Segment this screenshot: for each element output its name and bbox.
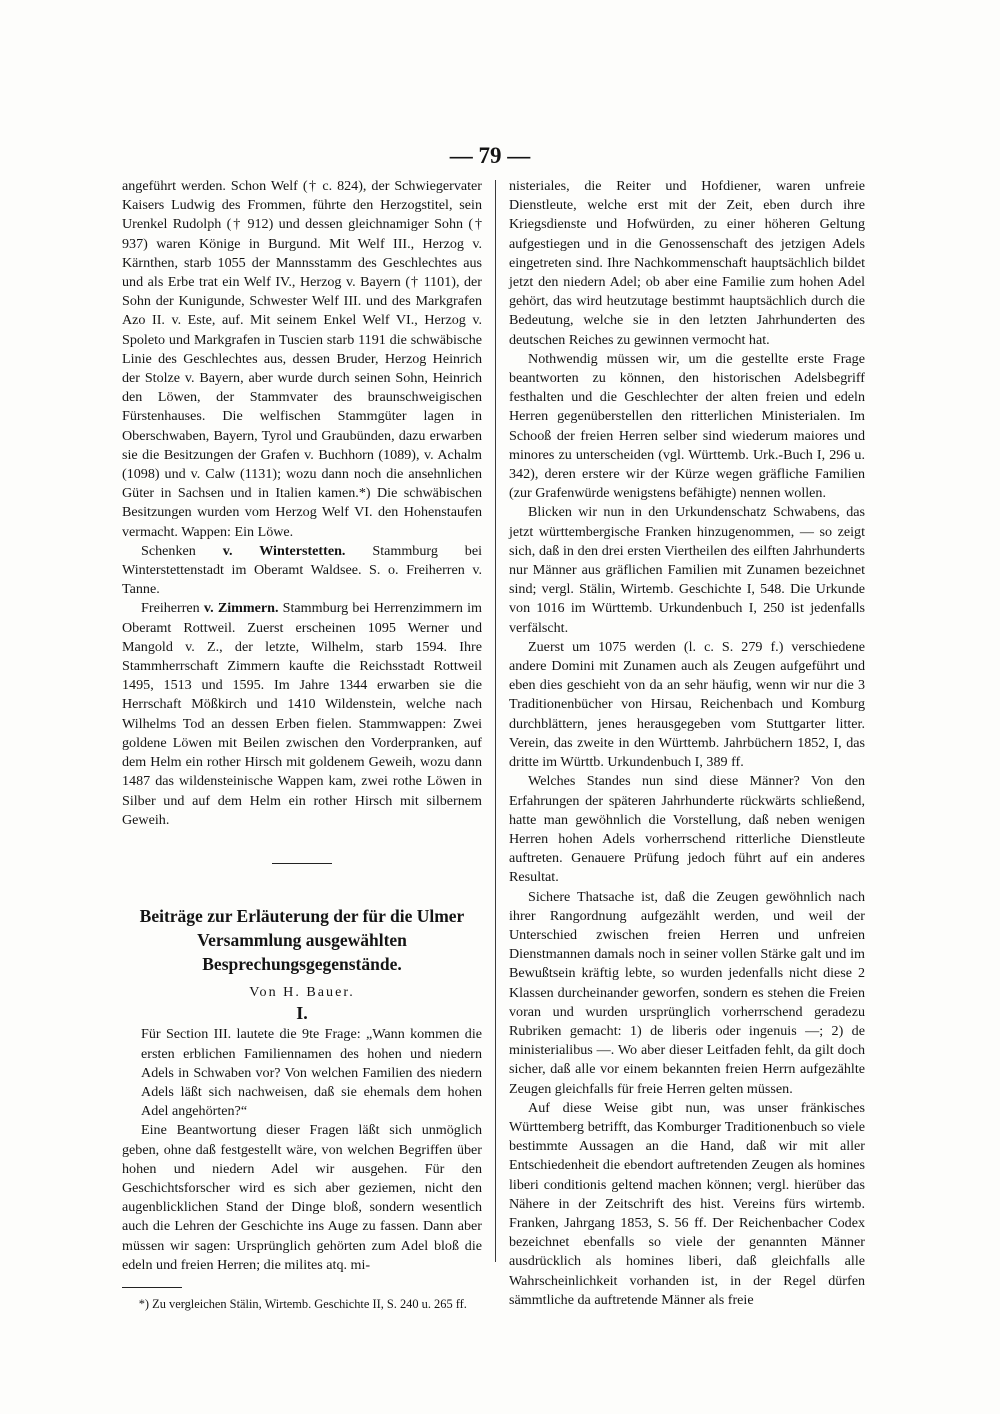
left-column <box>122 177 482 1312</box>
entry-zimmern <box>122 599 482 829</box>
right-paragraph-2: Nothwendig müssen wir, um die gestellte erste Frage beantworten zu können, den historischen Adelsbegriff festhalten und die Geschlechter der alten freien und edeln Herren gegenüberstellen den ritterlichen Ministerialen. Im Schooß der freien Herren selber sind wiederum maiores und minores zu unterscheiden (vgl. Württemb. Urk.-Buch I, 296 u. 342), deren erstere wir der Kürze wegen gräfliche Familien (zur Grafenwürde wenigstens befähigte) nennen wollen. <box>509 350 865 502</box>
section-divider <box>272 863 332 864</box>
footnote-divider <box>122 1287 182 1288</box>
right-paragraph-7: Auf diese Weise gibt nun, was unser fränkisches Württemberg betrifft, das Komburger Traditionenbuch so viele bestimmte Aussagen an die Hand, daß wir mit aller Entschiedenheit die ebendort auftretenden Zeugen als homines liberi conditionis geltend machen können; vergl. hierüber das Nähere in der Zeitschrift des hist. Vereins fürs wirtemb. Franken, Jahrgang 1853, S. 56 ff. Der Reichenbacher Codex bezeichnet ebenfalls so viele der genannten Männer ausdrücklich als homines liberi, daß gleichfalls alle Wahrscheinlichkeit vorhanden ist, in der Regel dürfen sämmtliche da auftretende Männer als freie <box>509 1099 865 1308</box>
right-paragraph-1: nisteriales, die Reiter und Hofdiener, waren unfreie Dienstleute, welche erst mit der Zeit, eben durch ihre Kriegsdienste und Hofwürden, zu einer höheren Geltung aufgestiegen und in die Genossenschaft des jetzigen Adels eingetreten sind. Ihre Nachkommenschaft hauptsächlich bildet jetzt den niedern Adel; ob aber eine Familie zum hohen Adel gehört, das wird heutzutage bestimmt hauptsächlich durch die Bedeutung, welche sie in den letzten Jahrhunderten des deutschen Reiches zu gewinnen vermocht hat. <box>509 178 865 348</box>
entry-text: Stammburg bei Winterstettenstadt im Oberamt Waldsee. S. o. Freiherren v. Tanne. <box>122 542 482 598</box>
footnote: *) Zu vergleichen Stälin, Wirtemb. Geschichte II, S. 240 u. 265 ff. <box>138 1296 467 1311</box>
entry-prefix: Freiherren <box>141 600 204 617</box>
entry-name: v. Winterstetten. <box>222 542 346 559</box>
left-paragraph-1: angeführt werden. Schon Welf († c. 824), der Schwiegervater Kaisers Ludwig des Frommen, führte den Herzogstitel, sein Urenkel Rudolph († 912) und dessen gleichnamiger Sohn († 937) waren Könige in Burgund. Mit Welf III., Herzog v. Kärnthen, starb 1055 der Mannsstamm des Geschlechtes aus und als Erbe trat ein Welf IV., Herzog v. Bayern († 1101), der Sohn der Kunigunde, Schwester Welf III. und des Markgrafen Azo II. v. Este, auf. Mit seinem Enkel Welf VI., Herzog v. Spoleto und Markgrafen in Tuscien starb 1191 die schwäbische Linie des Geschlechtes aus, dessen Bruder, Herzog Heinrich der Stolze v. Bayern, aber wurde durch seinen Sohn, Heinrich den Löwen, der Stammvater des braunschweigischen Fürstenhauses. Die welfischen Stammgüter lagen in Oberschwaben, Bayern, Tyrol und Graubünden, dazu erwarben sie die Besitzungen der Grafen v. Buchhorn (1089), v. Achalm (1098) und v. Calw (1131); wozu dann noch die ansehnlichen Güter in Sachsen und in Italien kamen.*) Die schwäbischen Besitzungen wurden vom Herzog Welf VI. den Hohenstaufen vermacht. Wappen: Ein Löwe. <box>122 178 482 540</box>
page-number: — 79 — <box>449 143 531 168</box>
right-paragraph-4: Zuerst um 1075 werden (l. c. S. 279 f.) verschiedene andere Domini mit Zunamen auch als Zeugen aufgeführt und eben dies geschieht von da an sehr häufig, wenn wir nur die 3 Traditionenbücher von Hirsau, Reichenbach und Komburg durchblättern, jenes herausgegeben vom Stuttgarter litter. Verein, das zweite in den Württemb. Jahrbüchern 1852, I, das dritte im Württb. Urkundenbuch I, 389 ff. <box>509 638 865 771</box>
entry-winterstetten <box>122 542 482 600</box>
article-title: Beiträge zur Erläuterung der für die Ulmer Versammlung ausgewählten Besprechungsgegenstände. <box>139 905 465 974</box>
article-paragraph: Eine Beantwortung dieser Fragen läßt sich unmöglich geben, ohne daß festgestellt wäre, von welchen Begriffen über hohen und niedern Adel wir ausgehen. Für den Geschichtsforscher wird es sich aber geziemen, nicht den augenblicklichen Stand der Dinge bloß, sondern wesentlich auch die Lehren der Geschichte ins Auge zu fassen. Dann aber müssen wir sagen: Ursprünglich gehörten zum Adel bloß die edeln und freien Herren; die milites atq. mi- <box>122 1122 482 1273</box>
article-question-quote: Für Section III. lautete die 9te Frage: „Wann kommen die ersten erblichen Familiennamen des hohen und niedern Adels in Schwaben vor? Von welchen Familien des niedern Adels läßt sich nachweisen, daß sie ehemals dem hohen Adel angehörten?“ <box>141 1026 482 1120</box>
article-author: Von H. Bauer. <box>249 983 355 1000</box>
entry-text: Stammburg bei Herrenzimmern im Oberamt Rottweil. Zuerst erscheinen 1095 Werner und Mangold v. Z., der letzte, Wilhelm, starb 1594. Ihre Stammherrschaft Zimmern kaufte die Reichsstadt Rottweil 1495, 1513 und 1595. Im Jahre 1344 erwarben sie die Herrschaft Mößkirch und 1410 Wildenstein, welche nach Wilhelms Tod an dessen Erben fielen. Stammwappen: Zwei goldene Löwen mit Beilen zwischen den Vorderpranken, auf dem Helm ein rother Hirsch mit goldenem Geweih, wozu dann 1487 das wildensteinische Wappen kam, zwei rothe Löwen in Silber und auf dem Helm ein rother Hirsch mit silbernem Geweih. <box>122 600 482 828</box>
entry-prefix: Schenken <box>141 542 223 559</box>
entry-name: v. Zimmern. <box>203 600 279 617</box>
right-paragraph-3: Blicken wir nun in den Urkundenschatz Schwabens, das jetzt württembergische Franken hinzugenommen, — so zeigt sich, daß in den drei ersten Viertheilen des eilften Jahrhunderts nur Männer aus gräflichen Familien mit Zunamen bezeichnet sind; vergl. Stälin, Wirtemb. Geschichte I, 548. Die Urkunde von 1016 im Württemb. Urkundenbuch I, 250 ist jedenfalls verfälscht. <box>509 504 865 636</box>
article-part-number: I. <box>296 1003 308 1024</box>
column-divider <box>495 180 496 1262</box>
right-paragraph-6: Sichere Thatsache ist, daß die Zeugen gewöhnlich nach ihrer Rangordnung aufgezählt werden, und weil der Unterschied zwischen freien Herren und unfreien Dienstmannen damals noch in seiner vollen Stärke galt und im Bewußtsein kräftig lebte, so wurden jedenfalls nicht diese 2 Klassen durcheinander geworfen, sondern es stehen die Freien voran und wurden ursprünglich vorherrschend geradezu Rubriken gemacht: 1) de liberis oder ingenuis —; 2) de ministerialibus —. Wo aber dieser Leitfaden fehlt, da gilt doch sicher, daß alle vor einem bekannten freien Herrn aufgezählte Zeugen gleichfalls für freie Herren gelten müssen. <box>509 888 865 1097</box>
right-paragraph-5: Welches Standes nun sind diese Männer? Von den Erfahrungen der späteren Jahrhunderte rückwärts schließend, hatte man gewöhnlich die Vorstellung, daß neben wenigen Herren hohen Adels vorherrschend ritterliche Dienstleute auftreten. Genauere Prüfung jedoch führt auf ein anderes Resultat. <box>509 773 865 886</box>
right-column <box>509 177 865 1310</box>
